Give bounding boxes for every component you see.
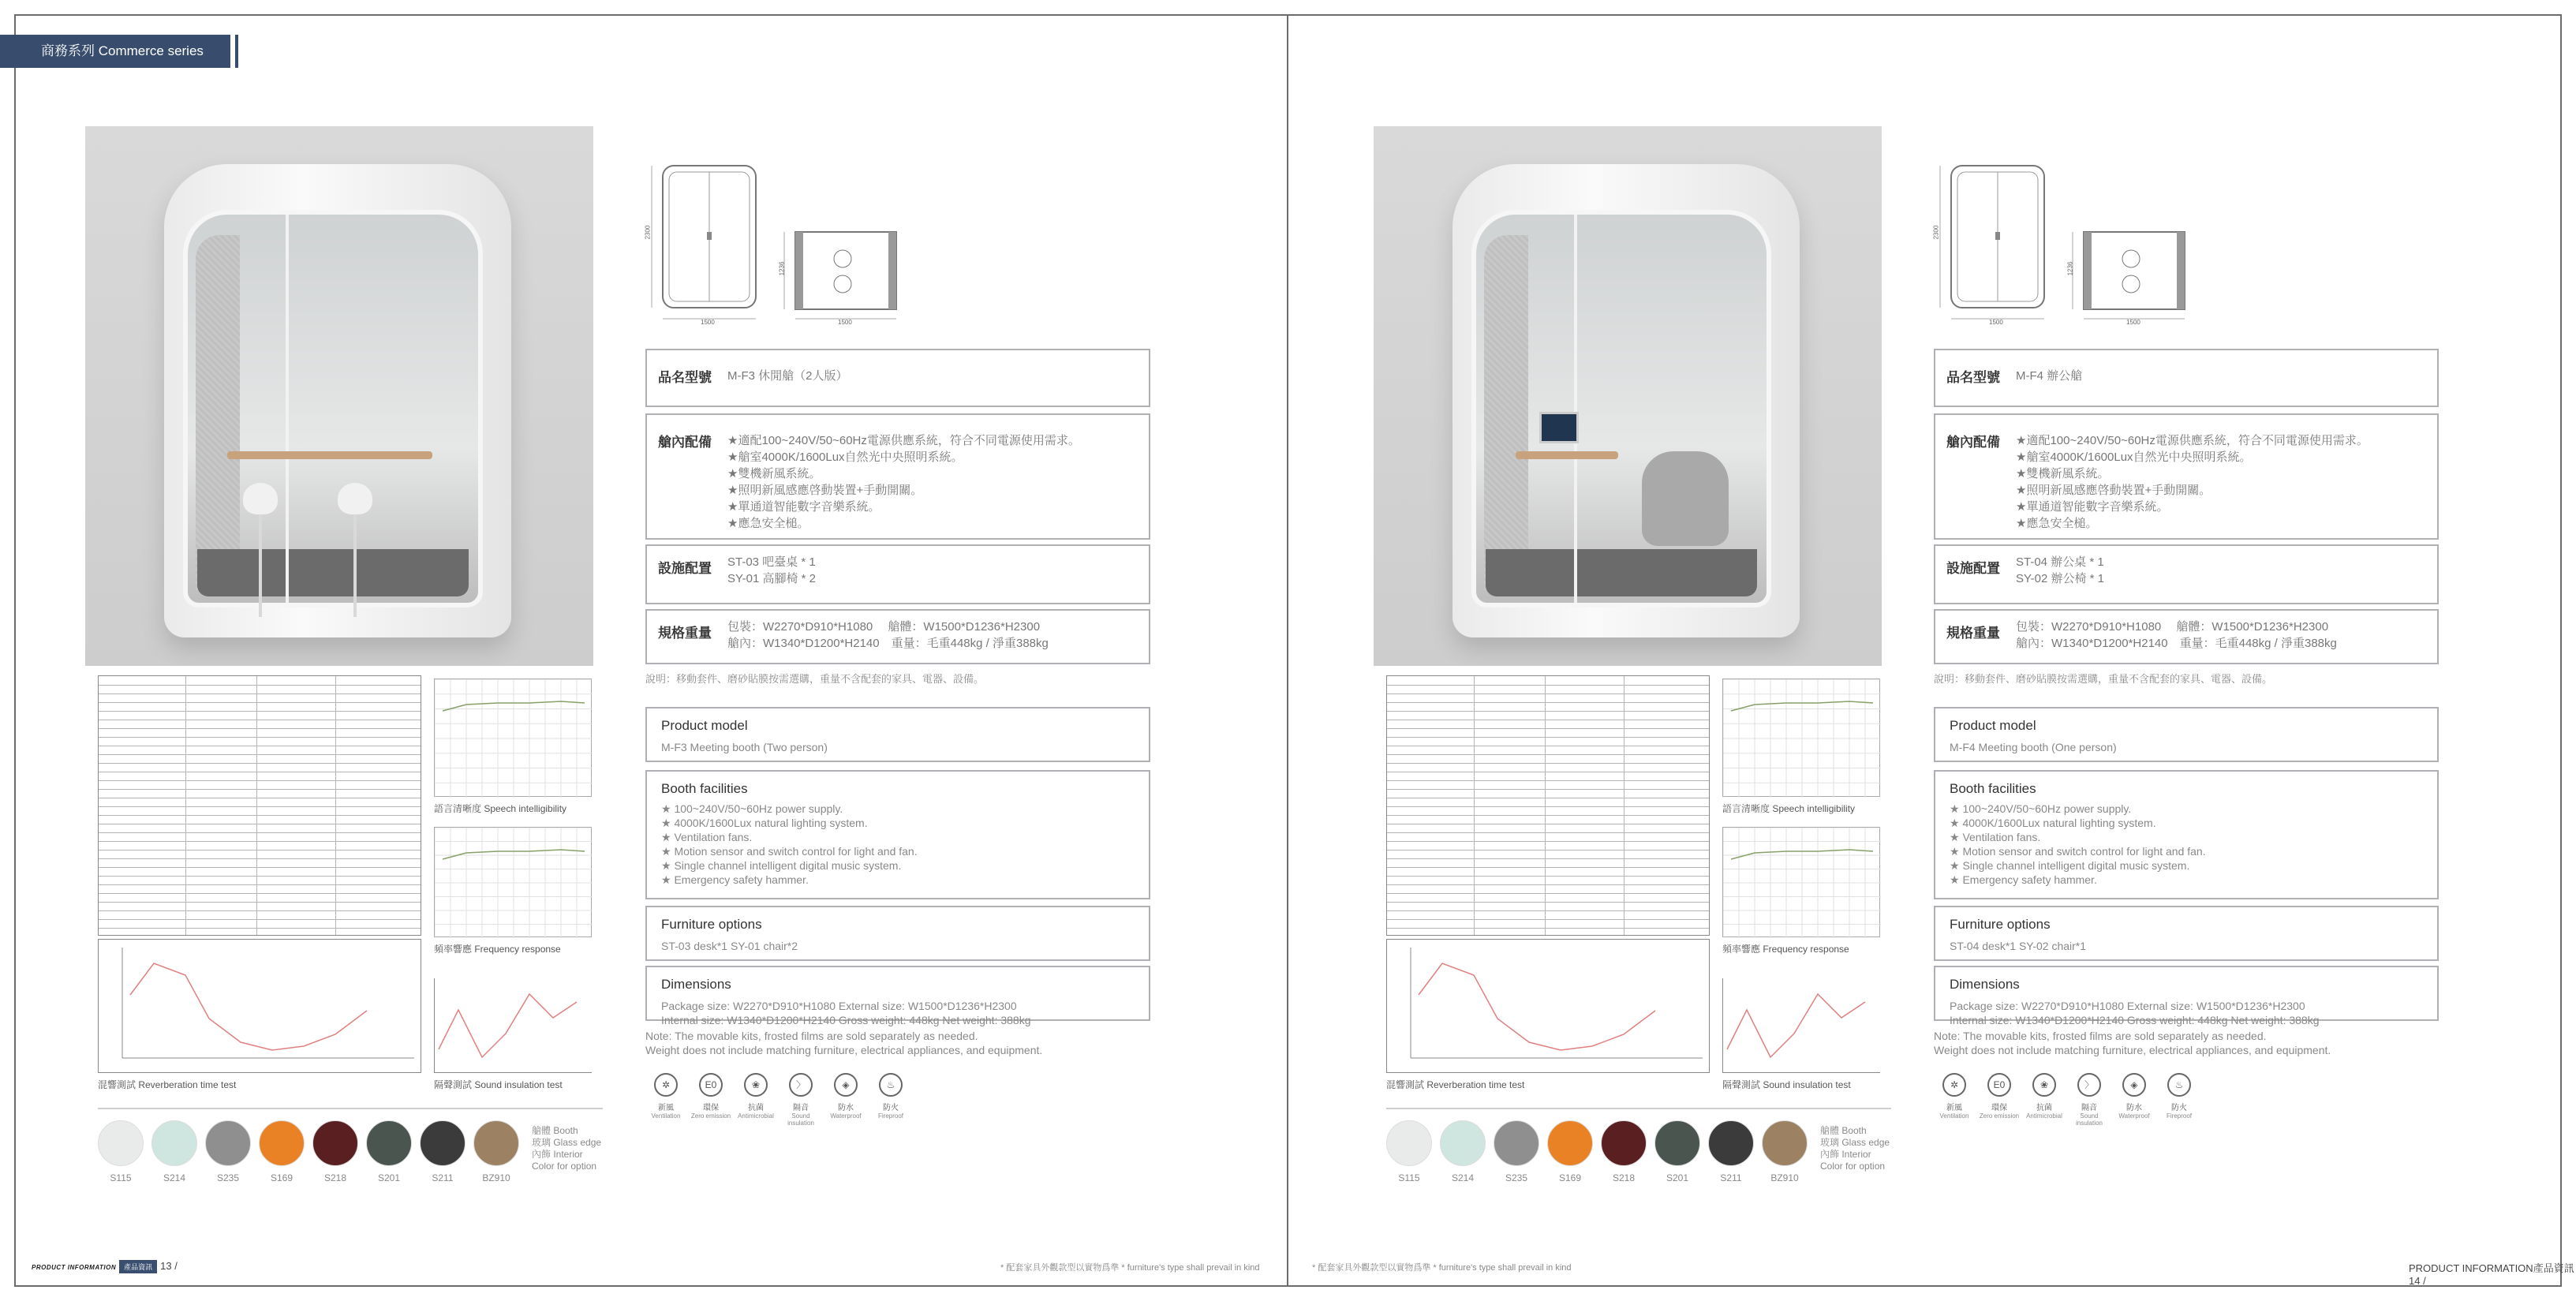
table-row [1387, 919, 1709, 920]
en-booth-facilities-heading: Booth facilities [661, 781, 748, 796]
spec-dimensions-label: 規格重量 [1946, 626, 2000, 641]
color-swatch-code: S211 [1720, 1172, 1742, 1183]
feature-icon-label-en: Fireproof [877, 1112, 903, 1120]
table-row [1387, 763, 1709, 764]
spec-dimensions-value [727, 619, 1049, 652]
feature-icon-label-zh: 防水 [838, 1104, 854, 1112]
note-zh: 說明：移動套件、磨砂貼膜按需選購，重量不含配套的家具、電器、設備。 [645, 673, 985, 685]
feature-icon-item [735, 1073, 776, 1120]
speech-chart [1722, 679, 1880, 797]
en-line: Package size: W2270*D910*H1080 External size: W1500*D1236*H2300 [1950, 1000, 2305, 1012]
color-swatch-code: S214 [1451, 1172, 1475, 1183]
color-swatch [1547, 1120, 1593, 1166]
feature-icon: ✲ [1942, 1073, 1966, 1097]
en-line: ★ 100~240V/50~60Hz power supply. [661, 802, 843, 815]
reverb-chart-caption: 混響測試 Reverberation time test [1386, 1079, 1525, 1090]
color-swatch [1386, 1120, 1432, 1166]
table-row [1387, 789, 1709, 790]
spec-dimensions-value [2016, 619, 2337, 652]
color-swatch-code: S201 [1666, 1172, 1689, 1183]
spec-line: 包裝：W2270*D910*H1080 艙體：W1500*D1236*H2300 [727, 620, 1041, 634]
swatch-legend [532, 1125, 601, 1172]
feature-icons [1934, 1073, 2202, 1128]
table-row [1387, 858, 1709, 859]
spec-equipment-value [727, 432, 1080, 532]
frequency-chart-caption: 頻率響應 Frequency response [1722, 944, 1849, 955]
table-row [1387, 711, 1709, 712]
color-swatch [98, 1120, 144, 1166]
spec-equipment-label: 艙內配備 [1946, 435, 2000, 450]
color-swatch [205, 1120, 251, 1166]
color-swatch-code: S214 [163, 1172, 186, 1183]
table-row [99, 728, 421, 729]
table-row [1387, 841, 1709, 842]
table-row [99, 910, 421, 911]
color-swatch [473, 1120, 519, 1166]
page-content-2 [1288, 0, 2576, 1301]
technical-drawing [1934, 158, 2210, 328]
table-row [1387, 702, 1709, 703]
insulation-chart-caption: 隔聲測試 Sound insulation test [1722, 1079, 1851, 1090]
spec-equipment [645, 413, 1150, 540]
color-swatch-code: BZ910 [1770, 1172, 1799, 1183]
reverb-chart [98, 939, 421, 1073]
table-col [256, 676, 257, 935]
feature-icon: ❀ [2032, 1073, 2056, 1097]
feature-icon-label-en: Zero emission [690, 1112, 731, 1120]
feature-icon: ♨ [879, 1073, 903, 1097]
feature-icon-label-zh: 新風 [1946, 1104, 1962, 1112]
drawing-width-label: 1500 [701, 319, 715, 326]
spec-dimensions [645, 609, 1150, 664]
note-zh: 說明：移動套件、磨砂貼膜按需選購，重量不含配套的家具、電器、設備。 [1934, 673, 2273, 685]
color-swatch-code: BZ910 [482, 1172, 510, 1183]
feature-icon-label-zh: 新風 [658, 1104, 674, 1112]
feature-icon: ◈ [834, 1073, 858, 1097]
color-swatch [312, 1120, 358, 1166]
spec-facilities [1934, 544, 2439, 604]
swatch-legend-line: 玻璃 Glass edge [532, 1137, 602, 1148]
table-row [1387, 737, 1709, 738]
table-row [99, 711, 421, 712]
en-booth-facilities-body [1950, 802, 2206, 887]
feature-icon: E0 [1987, 1073, 2011, 1097]
en-product-model-body [1950, 740, 2117, 754]
footer-brand: PRODUCT INFORMATION [32, 1264, 117, 1271]
en-line: ★ 4000K/1600Lux natural lighting system. [661, 817, 868, 829]
spec-model-label: 品名型號 [1946, 370, 2000, 385]
footer-brand: PRODUCT INFORMATION [2409, 1262, 2533, 1274]
drawing-width-label-2: 1500 [2126, 319, 2140, 326]
swatch-legend-line: 內飾 Interior [532, 1149, 583, 1160]
table-row [1387, 832, 1709, 833]
color-swatch-code: S115 [110, 1172, 132, 1183]
feature-icon-item [2069, 1073, 2110, 1127]
spec-line: M-F3 休閒艙（2人版） [727, 369, 848, 383]
note-en-line: Weight does not include matching furniture, electrical appliances, and equipment. [1934, 1044, 2331, 1056]
table-row [99, 858, 421, 859]
frequency-chart [1722, 827, 1880, 937]
spec-equipment-value [2016, 432, 2368, 532]
table-row [99, 815, 421, 816]
color-swatch-code: S218 [323, 1172, 347, 1183]
en-line: ★ Ventilation fans. [1950, 831, 2041, 843]
spec-facilities-value [2016, 554, 2104, 587]
en-dimensions [645, 966, 1150, 1026]
en-product-model [645, 707, 1150, 762]
en-product-model [1934, 707, 2439, 762]
en-line: M-F4 Meeting booth (One person) [1950, 741, 2117, 753]
en-dimensions [1934, 966, 2439, 1026]
drawing-width-label-2: 1500 [838, 319, 852, 326]
table-row [99, 893, 421, 894]
spec-line: SY-01 高腳椅 * 2 [727, 572, 816, 585]
color-swatch [1601, 1120, 1647, 1166]
feature-icon-label-zh: 防火 [2171, 1104, 2187, 1112]
insulation-chart [1722, 978, 1880, 1073]
drawing-depth-label: 1236 [2066, 261, 2074, 276]
spec-line: ★照明新風感應啓動裝置+手動開關。 [2016, 484, 2211, 497]
acoustic-test-table [1386, 675, 1710, 936]
feature-icon-item [690, 1073, 731, 1120]
color-swatch-code: S201 [377, 1172, 401, 1183]
spec-line: ★雙機新風系統。 [2016, 467, 2110, 480]
speech-chart-caption: 語言清晰度 Speech intelligibility [1722, 803, 1856, 814]
color-swatch-code: S235 [1505, 1172, 1528, 1183]
color-swatch [420, 1120, 465, 1166]
en-dimensions-heading: Dimensions [661, 977, 731, 992]
speech-chart-caption: 語言清晰度 Speech intelligibility [434, 803, 567, 814]
feature-icon-item [645, 1073, 686, 1120]
note-en-line: Weight does not include matching furniture, electrical appliances, and equipment. [645, 1044, 1043, 1056]
feature-icon: ◈ [2122, 1073, 2146, 1097]
table-row [99, 737, 421, 738]
divider [1386, 1108, 1891, 1109]
spec-line: ★應急安全槌。 [727, 517, 809, 530]
color-swatch-code: S211 [432, 1172, 454, 1183]
en-booth-facilities [1934, 770, 2439, 899]
en-furniture-options-body [1950, 939, 2086, 953]
spec-model-value [2016, 368, 2082, 384]
table-row [99, 685, 421, 686]
feature-icon-label-zh: 防火 [883, 1104, 899, 1112]
table-row [1387, 780, 1709, 781]
feature-icon-item [2114, 1073, 2155, 1120]
table-row [1387, 928, 1709, 929]
feature-icon-label-en: Antimicrobial [2026, 1112, 2062, 1120]
table-row [99, 876, 421, 877]
en-line: ST-03 desk*1 SY-01 chair*2 [661, 940, 798, 952]
footer-badge: 產品資訊 [119, 1260, 157, 1273]
color-swatch-code: S218 [1612, 1172, 1636, 1183]
en-furniture-options-heading: Furniture options [661, 917, 762, 932]
feature-icon-item [2159, 1073, 2200, 1120]
table-row [1387, 884, 1709, 885]
spec-line: ★適配100~240V/50~60Hz電源供應系統，符合不同電源使用需求。 [2016, 434, 2368, 447]
spec-line: M-F4 辦公艙 [2016, 369, 2083, 383]
spec-equipment [1934, 413, 2439, 540]
feature-icon-item [1979, 1073, 2020, 1120]
table-row [99, 693, 421, 694]
table-row [1387, 728, 1709, 729]
feature-icon: 〉 [2077, 1073, 2101, 1097]
en-line: ★ Motion sensor and switch control for light and fan. [1950, 845, 2206, 858]
swatch-legend-line: 內飾 Interior [1820, 1149, 1871, 1160]
table-row [99, 850, 421, 851]
insulation-chart-caption: 隔聲測試 Sound insulation test [434, 1079, 563, 1090]
color-swatch-code: S169 [270, 1172, 293, 1183]
spec-line: ★應急安全槌。 [2016, 517, 2098, 530]
spec-model-label: 品名型號 [658, 370, 712, 385]
en-booth-facilities-heading: Booth facilities [1950, 781, 2036, 796]
en-dimensions-body [661, 999, 1031, 1027]
swatch-legend-line: 艙體 Booth [1820, 1125, 1867, 1136]
spec-line: ★單通道智能數字音樂系統。 [727, 500, 880, 514]
spec-model [645, 349, 1150, 407]
feature-icon-label-en: Waterproof [830, 1112, 862, 1120]
en-booth-facilities [645, 770, 1150, 899]
spec-line: ST-03 吧臺桌 * 1 [727, 555, 816, 569]
drawing-width-label: 1500 [1989, 319, 2003, 326]
table-row [1387, 685, 1709, 686]
spec-dimensions-label: 規格重量 [658, 626, 712, 641]
spec-line: ★單通道智能數字音樂系統。 [2016, 500, 2169, 514]
spec-line: 包裝：W2270*D910*H1080 艙體：W1500*D1236*H2300 [2016, 620, 2329, 634]
feature-icon-item [1934, 1073, 1975, 1120]
feature-icon-label-en: Ventilation [1939, 1112, 1969, 1120]
table-col [1474, 676, 1475, 935]
en-line: Internal size: W1340*D1200*H2140 Gross weight: 448kg Net weight: 388kg [1950, 1014, 2320, 1026]
spec-dimensions [1934, 609, 2439, 664]
spec-model [1934, 349, 2439, 407]
swatch-legend-line: 玻璃 Glass edge [1820, 1137, 1890, 1148]
table-row [99, 884, 421, 885]
technical-drawing [645, 158, 922, 328]
feature-icon: ✲ [654, 1073, 678, 1097]
color-swatch [1708, 1120, 1754, 1166]
feature-icon-label-en: Waterproof [2118, 1112, 2150, 1120]
spec-line: ★艙室4000K/1600Lux自然光中央照明系統。 [727, 450, 963, 464]
en-line: M-F3 Meeting booth (Two person) [661, 741, 828, 753]
table-row [1387, 910, 1709, 911]
en-furniture-options [645, 906, 1150, 961]
en-product-model-heading: Product model [661, 718, 748, 733]
spec-facilities-label: 設施配置 [658, 561, 712, 576]
spec-line: SY-02 辦公椅 * 1 [2016, 572, 2104, 585]
color-swatch [366, 1120, 412, 1166]
feature-icon-label-en: Ventilation [651, 1112, 681, 1120]
en-line: ★ 4000K/1600Lux natural lighting system. [1950, 817, 2156, 829]
table-row [99, 789, 421, 790]
table-row [99, 919, 421, 920]
swatch-legend [1820, 1125, 1890, 1172]
spec-model-value [727, 368, 848, 384]
feature-icon-item [825, 1073, 866, 1120]
en-line: ★ Emergency safety hammer. [661, 873, 809, 886]
en-line: ★ Ventilation fans. [661, 831, 753, 843]
footer-badge: 產品資訊 [2533, 1262, 2574, 1274]
en-product-model-heading: Product model [1950, 718, 2036, 733]
color-swatch-code: S169 [1558, 1172, 1582, 1183]
page-number: 13 / [160, 1260, 178, 1272]
color-swatches [98, 1120, 650, 1207]
table-row [1387, 893, 1709, 894]
feature-icon-label-en: Sound insulation [787, 1112, 814, 1127]
note-en-line: Note: The movable kits, frosted films are sold separately as needed. [645, 1030, 978, 1042]
acoustic-test-table [98, 675, 421, 936]
feature-icon-label-zh: 防水 [2126, 1104, 2142, 1112]
feature-icon-item [780, 1073, 821, 1127]
note-en [645, 1029, 1166, 1057]
color-swatch [1654, 1120, 1700, 1166]
color-swatch [1762, 1120, 1808, 1166]
table-row [1387, 754, 1709, 755]
note-en-line: Note: The movable kits, frosted films are sold separately as needed. [1934, 1030, 2267, 1042]
feature-icon-label-zh: 抗菌 [748, 1104, 764, 1112]
speech-chart [434, 679, 592, 797]
spec-line: ★適配100~240V/50~60Hz電源供應系統，符合不同電源使用需求。 [727, 434, 1080, 447]
table-row [99, 841, 421, 842]
table-row [1387, 876, 1709, 877]
en-line: ★ Single channel intelligent digital music system. [1950, 859, 2190, 872]
footer-note: * 配套家具外觀款型以實物爲準 * furniture's type shall prevail in kind [1312, 1263, 1572, 1273]
feature-icon: E0 [699, 1073, 723, 1097]
feature-icon-label-zh: 隔音 [2081, 1104, 2097, 1112]
drawing-height-label: 2300 [644, 225, 652, 240]
table-row [1387, 867, 1709, 868]
color-swatch [1494, 1120, 1539, 1166]
series-tag: 商務系列 Commerce series [0, 35, 230, 68]
drawing-depth-label: 1236 [778, 261, 786, 276]
table-row [1387, 815, 1709, 816]
color-swatch-code: S235 [216, 1172, 240, 1183]
feature-icon-label-zh: 隔音 [793, 1104, 809, 1112]
feature-icon: 〉 [789, 1073, 813, 1097]
table-row [99, 928, 421, 929]
en-line: ★ Motion sensor and switch control for light and fan. [661, 845, 918, 858]
en-product-model-body [661, 740, 828, 754]
table-row [1387, 806, 1709, 807]
spec-line: ST-04 辦公桌 * 1 [2016, 555, 2104, 569]
color-swatches [1386, 1120, 1939, 1207]
swatch-legend-line: 艙體 Booth [532, 1125, 578, 1136]
swatch-legend-line: Color for option [532, 1161, 597, 1172]
feature-icon-label-en: Fireproof [2166, 1112, 2192, 1120]
feature-icon: ❀ [744, 1073, 768, 1097]
en-line: ST-04 desk*1 SY-02 chair*1 [1950, 940, 2087, 952]
en-line: ★ Emergency safety hammer. [1950, 873, 2097, 886]
color-swatch [259, 1120, 305, 1166]
table-row [99, 763, 421, 764]
spec-facilities-value [727, 554, 816, 587]
color-swatch [151, 1120, 197, 1166]
en-line: ★ Single channel intelligent digital music system. [661, 859, 902, 872]
table-col [185, 676, 186, 935]
feature-icon-label-zh: 抗菌 [2036, 1104, 2052, 1112]
reverb-chart [1386, 939, 1710, 1073]
table-row [99, 780, 421, 781]
table-row [1387, 850, 1709, 851]
spec-facilities-label: 設施配置 [1946, 561, 2000, 576]
spec-line: ★艙室4000K/1600Lux自然光中央照明系統。 [2016, 450, 2252, 464]
en-furniture-options [1934, 906, 2439, 961]
spec-line: ★雙機新風系統。 [727, 467, 821, 480]
swatch-legend-line: Color for option [1820, 1161, 1886, 1172]
en-line: ★ 100~240V/50~60Hz power supply. [1950, 802, 2132, 815]
divider [98, 1108, 603, 1109]
spec-line: 艙內：W1340*D1200*H2140 重量：毛重448kg / 淨重388kg [727, 637, 1049, 650]
feature-icon-label-zh: 環保 [1991, 1104, 2007, 1112]
table-row [1387, 693, 1709, 694]
en-booth-facilities-body [661, 802, 918, 887]
feature-icons [645, 1073, 914, 1128]
table-row [99, 702, 421, 703]
en-line: Internal size: W1340*D1200*H2140 Gross weight: 448kg Net weight: 388kg [661, 1014, 1031, 1026]
color-swatch-code: S115 [1398, 1172, 1420, 1183]
en-furniture-options-heading: Furniture options [1950, 917, 2051, 932]
table-row [99, 867, 421, 868]
reverb-chart-caption: 混響測試 Reverberation time test [98, 1079, 237, 1090]
en-line: Package size: W2270*D910*H1080 External size: W1500*D1236*H2300 [661, 1000, 1017, 1012]
insulation-chart [434, 978, 592, 1073]
feature-icon-item [2024, 1073, 2065, 1120]
table-col [1545, 676, 1546, 935]
color-swatch [1440, 1120, 1486, 1166]
spec-line: ★照明新風感應啓動裝置+手動開關。 [727, 484, 923, 497]
table-row [99, 754, 421, 755]
table-row [99, 902, 421, 903]
table-row [1387, 902, 1709, 903]
note-en [1934, 1029, 2454, 1057]
spec-equipment-label: 艙內配備 [658, 435, 712, 450]
en-dimensions-body [1950, 999, 2320, 1027]
en-furniture-options-body [661, 939, 798, 953]
frequency-chart-caption: 頻率響應 Frequency response [434, 944, 561, 955]
spec-line: 艙內：W1340*D1200*H2140 重量：毛重448kg / 淨重388kg [2016, 637, 2337, 650]
table-row [99, 832, 421, 833]
feature-icon-item [870, 1073, 911, 1120]
feature-icon-label-en: Zero emission [1979, 1112, 2020, 1120]
feature-icon-label-en: Antimicrobial [738, 1112, 774, 1120]
feature-icon-label-zh: 環保 [703, 1104, 719, 1112]
feature-icon: ♨ [2167, 1073, 2191, 1097]
frequency-chart [434, 827, 592, 937]
table-row [99, 806, 421, 807]
footer-page-13 [32, 1260, 178, 1273]
feature-icon-label-en: Sound insulation [2076, 1112, 2103, 1127]
footer-note: * 配套家具外觀款型以實物爲準 * furniture's type shall prevail in kind [1000, 1263, 1260, 1273]
en-dimensions-heading: Dimensions [1950, 977, 2020, 992]
footer-page-14 [2409, 1260, 2576, 1287]
table-col [335, 676, 336, 935]
spec-facilities [645, 544, 1150, 604]
drawing-height-label: 2300 [1932, 225, 1940, 240]
page-number: 14 / [2409, 1275, 2426, 1287]
